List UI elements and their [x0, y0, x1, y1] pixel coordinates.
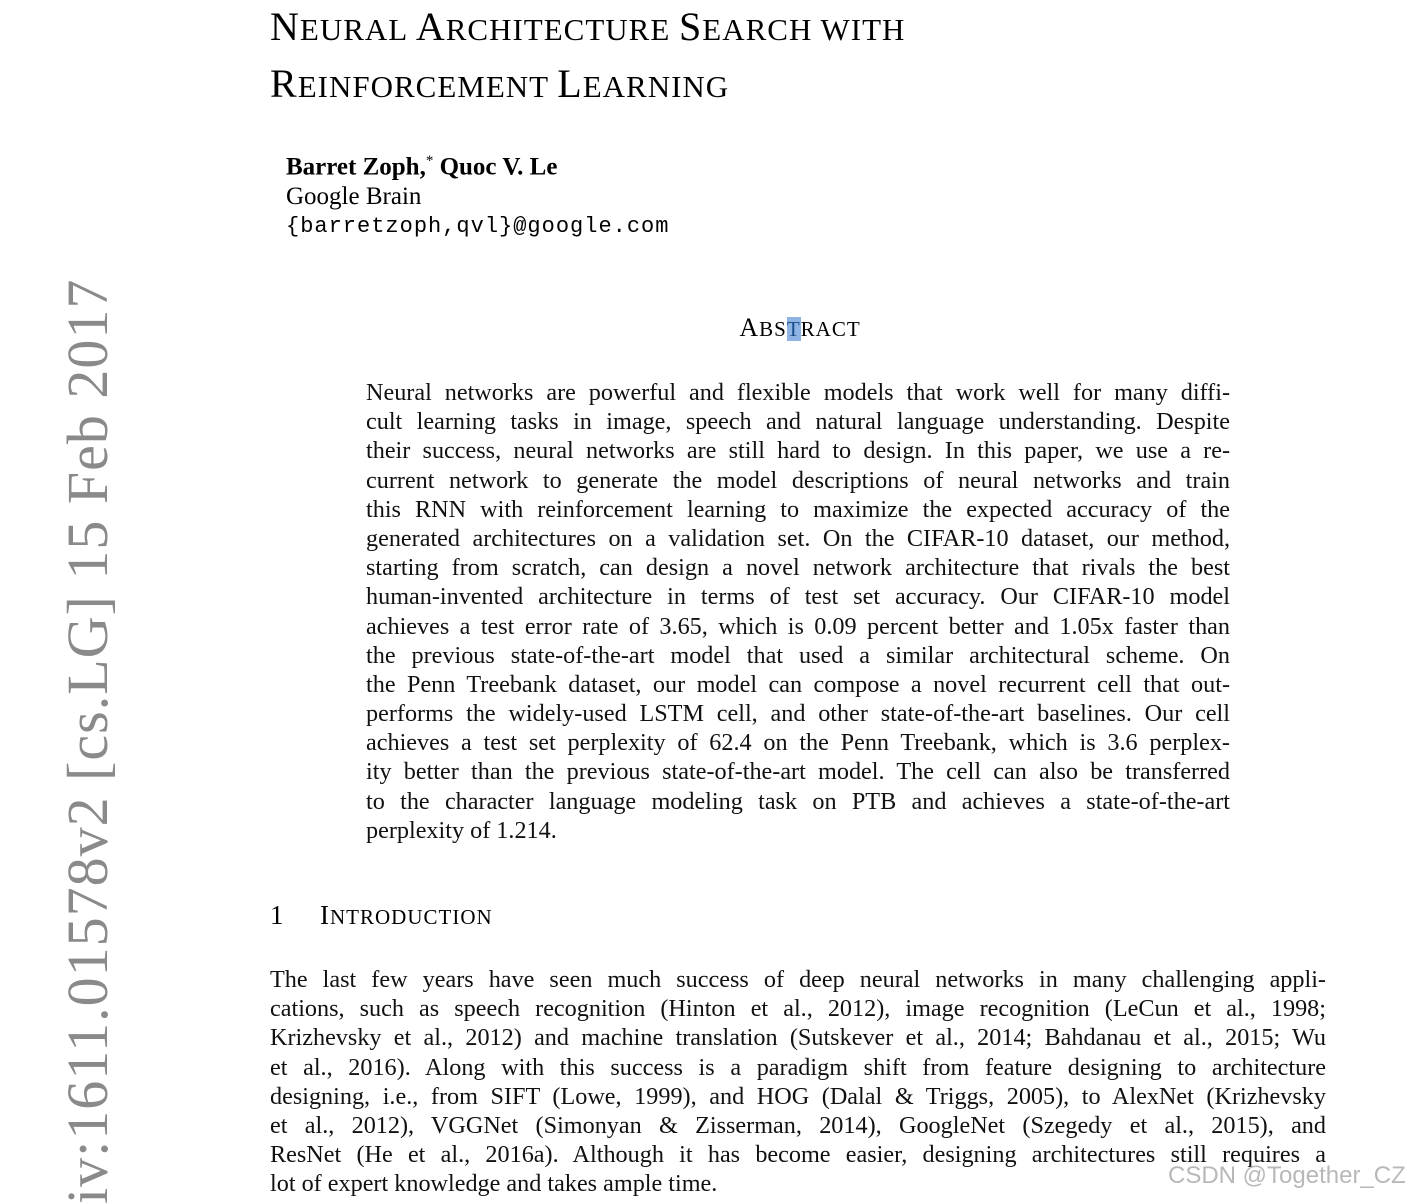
title-small: EARNING: [582, 69, 730, 104]
abstract-line: starting from scratch, can design a novel network architecture that rivals the best: [366, 554, 1230, 582]
heading-small: NTRODUCTION: [330, 905, 493, 929]
intro-line: et al., 2016). Along with this success is a paradigm shift from feature designing to architecture: [270, 1053, 1326, 1081]
abstract-line: the Penn Treebank dataset, our model can compose a novel recurrent cell that out-: [366, 670, 1230, 698]
text-selection-highlight: T: [786, 317, 801, 341]
abstract-line: to the character language modeling task on PTB and achieves a state-of-the-art: [366, 787, 1230, 815]
intro-line: ResNet (He et al., 2016a). Although it has become easier, designing architectures still requires a: [270, 1141, 1326, 1169]
title-line-1: [270, 0, 1170, 57]
title-cap: R: [270, 61, 298, 106]
author-names: [286, 146, 669, 182]
title-cap: A: [415, 4, 446, 49]
abstract-line: achieves a test set perplexity of 62.4 on the Penn Treebank, which is 3.6 perplex-: [366, 729, 1230, 757]
title-line-2: [270, 57, 1170, 114]
abstract-line: Neural networks are powerful and flexible models that work well for many diffi-: [366, 379, 1230, 406]
abstract-line: the previous state-of-the-art model that used a similar architectural scheme. On: [366, 641, 1230, 669]
title-cap: N: [270, 4, 300, 49]
author-email: {barretzoph,qvl}@google.com: [286, 214, 670, 240]
title-small: EARCH WITH: [702, 12, 906, 47]
author-name: Barret Zoph,: [286, 153, 426, 181]
csdn-watermark: CSDN @Together_CZ: [1168, 1162, 1406, 1189]
abstract-line: generated architectures on a validation set. On the CIFAR-10 dataset, our method,: [366, 524, 1230, 552]
footnote-mark: *: [425, 153, 434, 169]
heading-cap: A: [739, 313, 760, 342]
heading-small: BS: [759, 317, 787, 341]
abstract-line: cult learning tasks in image, speech and natural language understanding. Despite: [366, 408, 1230, 436]
abstract-line: perplexity of 1.214.: [366, 816, 557, 844]
affiliation: Google Brain: [286, 183, 422, 211]
intro-line: designing, i.e., from SIFT (Lowe, 1999), and HOG (Dalal & Triggs, 2005), to AlexNet (Krizhevsky: [270, 1082, 1326, 1110]
intro-line: et al., 2012), VGGNet (Simonyan & Zisserman, 2014), GoogleNet (Szegedy et al., 2015), and: [270, 1111, 1326, 1139]
intro-line: The last few years have seen much success of deep neural networks in many challenging appli-: [270, 966, 1326, 993]
abstract-line: performs the widely-used LSTM cell, and other state-of-the-art baselines. Our cell: [366, 700, 1230, 728]
title-small: RCHITECTURE: [445, 12, 680, 47]
section-heading-introduction: [270, 900, 493, 931]
heading-cap: I: [320, 900, 330, 930]
intro-line: Krizhevsky et al., 2012) and machine translation (Sutskever et al., 2014; Bahdanau et al., 2015; Wu: [270, 1024, 1326, 1052]
abstract-line: their success, neural networks are still hard to design. In this paper, we use a re-: [366, 437, 1230, 465]
abstract-line: this RNN with reinforcement learning to maximize the expected accuracy of the: [366, 495, 1230, 523]
abstract-line: achieves a test error rate of 3.65, which is 0.09 percent better and 1.05x faster than: [366, 612, 1230, 640]
author-block: [286, 146, 669, 242]
intro-line: cations, such as speech recognition (Hinton et al., 2012), image recognition (LeCun et al., 1998;: [270, 995, 1326, 1023]
arxiv-identifier-sidebar: iv:1611.01578v2 [cs.LG] 15 Feb 2017: [55, 278, 120, 1204]
title-small: EINFORCEMENT: [297, 69, 558, 104]
title-small: EURAL: [299, 12, 416, 47]
section-number: 1: [270, 900, 285, 930]
abstract-heading: [700, 313, 900, 343]
author-name: Quoc V. Le: [433, 153, 558, 181]
abstract-line: human-invented architecture in terms of test set accuracy. Our CIFAR-10 model: [366, 583, 1230, 611]
heading-small: RACT: [800, 317, 861, 341]
intro-line: lot of expert knowledge and takes ample time.: [270, 1170, 718, 1198]
abstract-line: current network to generate the model descriptions of neural networks and train: [366, 466, 1230, 494]
title-cap: S: [679, 4, 703, 49]
abstract-line: ity better than the previous state-of-the-art model. The cell can also be transferred: [366, 758, 1230, 786]
paper-title: [270, 0, 1170, 114]
title-cap: L: [557, 61, 583, 106]
abstract-text: [366, 378, 1230, 845]
